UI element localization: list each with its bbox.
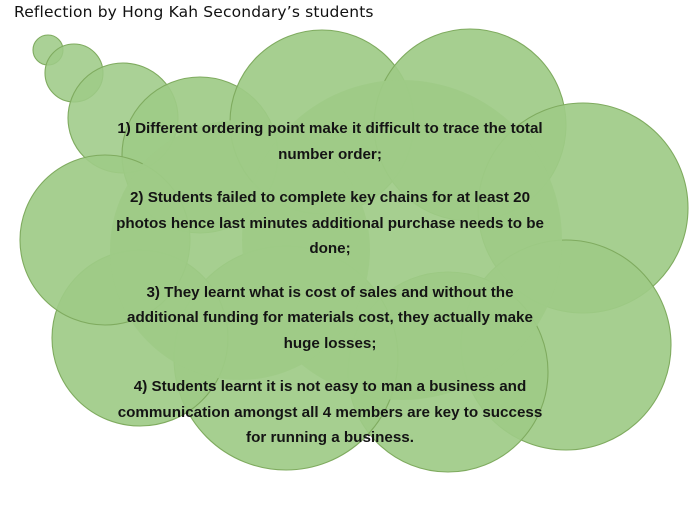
reflection-text-block bbox=[110, 116, 550, 451]
reflection-point-3: 3) They learnt what is cost of sales and without the additional funding for materials cost, they actually make huge losses; bbox=[127, 283, 533, 352]
reflection-point-4: 4) Students learnt it is not easy to man a business and communication amongst all 4 members are key to success for running a business. bbox=[117, 378, 543, 446]
reflection-point-2: 2) Students failed to complete key chains for at least 20 photos hence last minutes additional purchase needs to be done; bbox=[116, 189, 544, 257]
page-title: Reflection by Hong Kah Secondary’s students bbox=[14, 3, 374, 21]
reflection-point-1: 1) Different ordering point make it difficult to trace the total number order; bbox=[117, 120, 543, 163]
